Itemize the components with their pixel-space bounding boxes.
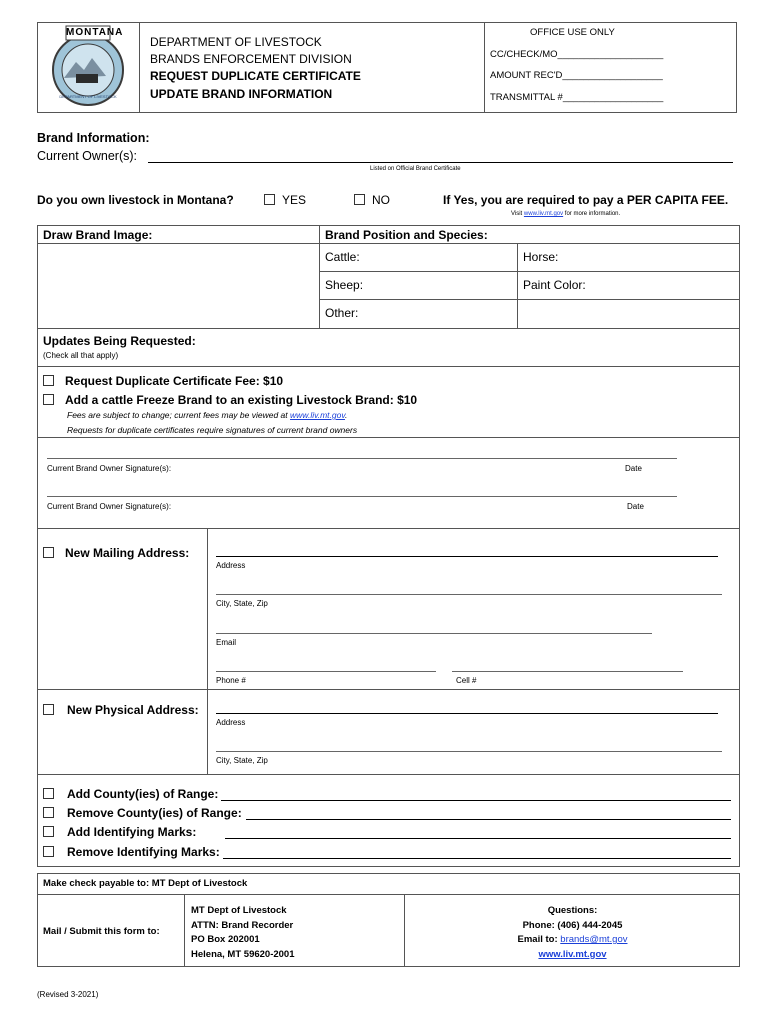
draw-brand-label: Draw Brand Image:: [43, 228, 153, 242]
current-owner-label: Current Owner(s):: [37, 149, 138, 163]
duplicate-cert-label: Request Duplicate Certificate Fee: $10: [65, 374, 284, 388]
updates-heading: Updates Being Requested:: [43, 334, 196, 348]
remove-marks-option[interactable]: [43, 845, 220, 859]
livestock-yes-option[interactable]: [264, 193, 306, 207]
brand-table-divider: [319, 225, 320, 328]
visit-post: for more information.: [563, 211, 621, 217]
signature-date-2: Date: [627, 502, 644, 511]
sheep-label: Sheep:: [325, 278, 364, 292]
office-transmittal: TRANSMITTAL #___________________: [490, 92, 664, 103]
add-marks-checkbox[interactable]: [43, 826, 54, 837]
office-use-title: OFFICE USE ONLY: [530, 27, 615, 38]
fees-note: [67, 410, 347, 420]
signature-input-1[interactable]: [47, 443, 681, 459]
updates-subheading: (Check all that apply): [43, 351, 119, 360]
duplicate-cert-checkbox[interactable]: [43, 375, 54, 386]
visit-note: [511, 211, 620, 217]
fees-note-text: Fees are subject to change; current fees may be viewed at: [67, 410, 291, 420]
fees-note-post: .: [344, 410, 348, 420]
other-label: Other:: [325, 306, 359, 320]
add-county-line: [221, 800, 731, 801]
email-prefix: Email to:: [517, 934, 561, 945]
mailing-phone-line: [216, 671, 436, 672]
yes-checkbox[interactable]: [264, 194, 275, 205]
physical-address-caption: Address: [216, 718, 246, 727]
office-amount-received: AMOUNT REC'D___________________: [490, 70, 663, 81]
signature-label-2: Current Brand Owner Signature(s):: [47, 502, 172, 511]
notes-line: [37, 437, 740, 438]
mailing-address-label: New Mailing Address:: [65, 546, 190, 560]
mailing-city-caption: City, State, Zip: [216, 599, 268, 608]
seal-text-top: MONTANA: [66, 27, 124, 38]
physical-address-label: New Physical Address:: [67, 703, 199, 717]
freeze-brand-label: Add a cattle Freeze Brand to an existing Livestock Brand: $10: [65, 393, 418, 407]
no-checkbox[interactable]: [354, 194, 365, 205]
brand-table-bottom: [37, 328, 740, 329]
mailing-bottom-line: [37, 689, 740, 690]
mailing-address-option[interactable]: [43, 546, 189, 560]
mail-submit-label: Mail / Submit this form to:: [43, 926, 160, 937]
draw-brand-area[interactable]: [38, 244, 318, 327]
mailing-address-caption: Address: [216, 561, 246, 570]
physical-address-line: [216, 713, 718, 714]
species-row-line-2: [319, 299, 740, 300]
no-label: NO: [372, 193, 390, 207]
montana-seal-logo: [46, 24, 130, 108]
brand-info-heading: Brand Information:: [37, 131, 150, 145]
email-link[interactable]: brands@mt.gov: [560, 934, 628, 945]
add-marks-option[interactable]: [43, 825, 196, 839]
mail-address-line-2: ATTN: Brand Recorder: [191, 919, 294, 931]
signature-requirement-note: Requests for duplicate certificates require signatures of current brand owners: [67, 425, 358, 435]
physical-city-caption: City, State, Zip: [216, 756, 268, 765]
updates-line: [37, 366, 740, 367]
cattle-label: Cattle:: [325, 250, 360, 264]
duplicate-cert-option[interactable]: [43, 374, 283, 388]
add-county-label: Add County(ies) of Range:: [67, 787, 219, 801]
mailing-address-line: [216, 556, 718, 557]
remove-county-checkbox[interactable]: [43, 807, 54, 818]
physical-address-option[interactable]: [43, 703, 199, 717]
form-title-1: REQUEST DUPLICATE CERTIFICATE: [150, 69, 361, 83]
header-divider-right: [484, 22, 485, 113]
remove-marks-label: Remove Identifying Marks:: [67, 845, 220, 859]
add-county-checkbox[interactable]: [43, 788, 54, 799]
visit-link[interactable]: www.liv.mt.gov: [523, 211, 564, 217]
physical-city-line: [216, 751, 722, 752]
horse-label: Horse:: [523, 250, 559, 264]
questions-heading: Questions:: [547, 905, 598, 916]
add-marks-label: Add Identifying Marks:: [67, 825, 197, 839]
mailing-email-line: [216, 633, 652, 634]
add-county-option[interactable]: [43, 787, 218, 801]
yes-label: YES: [282, 193, 307, 207]
per-capita-fee-notice: If Yes, you are required to pay a PER CAPITA FEE.: [443, 193, 729, 207]
physical-bottom-line: [37, 774, 740, 775]
current-owner-note: Listed on Official Brand Certificate: [370, 166, 461, 172]
payment-divider: [37, 894, 740, 895]
mailing-cell-caption: Cell #: [456, 676, 477, 685]
fees-note-link[interactable]: www.liv.mt.gov: [290, 410, 345, 420]
signature-date-1: Date: [625, 464, 642, 473]
office-cc-check: CC/CHECK/MO____________________: [490, 49, 664, 60]
species-divider: [517, 243, 518, 328]
mailing-cell-line: [452, 671, 683, 672]
mailing-email-caption: Email: [216, 638, 237, 647]
current-owner-line: [148, 162, 733, 163]
website-link[interactable]: www.liv.mt.gov: [538, 948, 607, 960]
remove-county-label: Remove County(ies) of Range:: [67, 806, 242, 820]
paint-color-label: Paint Color:: [523, 278, 586, 292]
signature-label-1: Current Brand Owner Signature(s):: [47, 464, 172, 473]
species-row-line-1: [319, 271, 740, 272]
address-divider: [207, 528, 208, 774]
remove-county-option[interactable]: [43, 806, 242, 820]
mailing-phone-caption: Phone #: [216, 676, 246, 685]
add-marks-line: [225, 838, 731, 839]
questions-phone: Phone: (406) 444-2045: [522, 919, 623, 931]
mailing-address-checkbox[interactable]: [43, 547, 54, 558]
division-name: BRANDS ENFORCEMENT DIVISION: [150, 52, 352, 66]
mail-address-line-3: PO Box 202001: [191, 934, 260, 945]
mail-address-line-1: MT Dept of Livestock: [191, 905, 287, 916]
freeze-brand-checkbox[interactable]: [43, 394, 54, 405]
signature-input-2[interactable]: [47, 481, 681, 497]
mail-address-line-4: Helena, MT 59620-2001: [191, 948, 295, 960]
freeze-brand-option[interactable]: [43, 393, 417, 407]
check-payable: Make check payable to: MT Dept of Livestock: [43, 878, 248, 889]
mail-address: [191, 904, 295, 962]
dept-name: DEPARTMENT OF LIVESTOCK: [150, 35, 322, 49]
payment-col-divider-1: [184, 894, 185, 967]
livestock-question: Do you own livestock in Montana?: [37, 193, 234, 207]
questions-email: [405, 933, 740, 948]
questions-block: [405, 904, 740, 962]
header-divider-left: [139, 22, 140, 113]
remove-county-line: [246, 819, 731, 820]
signatures-bottom-line: [37, 528, 740, 529]
remove-marks-checkbox[interactable]: [43, 846, 54, 857]
livestock-no-option[interactable]: [354, 193, 390, 207]
form-title-2: UPDATE BRAND INFORMATION: [150, 87, 333, 101]
remove-marks-line: [223, 858, 731, 859]
mailing-city-line: [216, 594, 722, 595]
revised-date: (Revised 3-2021): [37, 990, 99, 999]
visit-pre: Visit: [511, 211, 524, 217]
seal-text-bottom: DEPARTMENT OF LIVESTOCK: [59, 94, 117, 99]
brand-position-label: Brand Position and Species:: [325, 228, 488, 242]
physical-address-checkbox[interactable]: [43, 704, 54, 715]
